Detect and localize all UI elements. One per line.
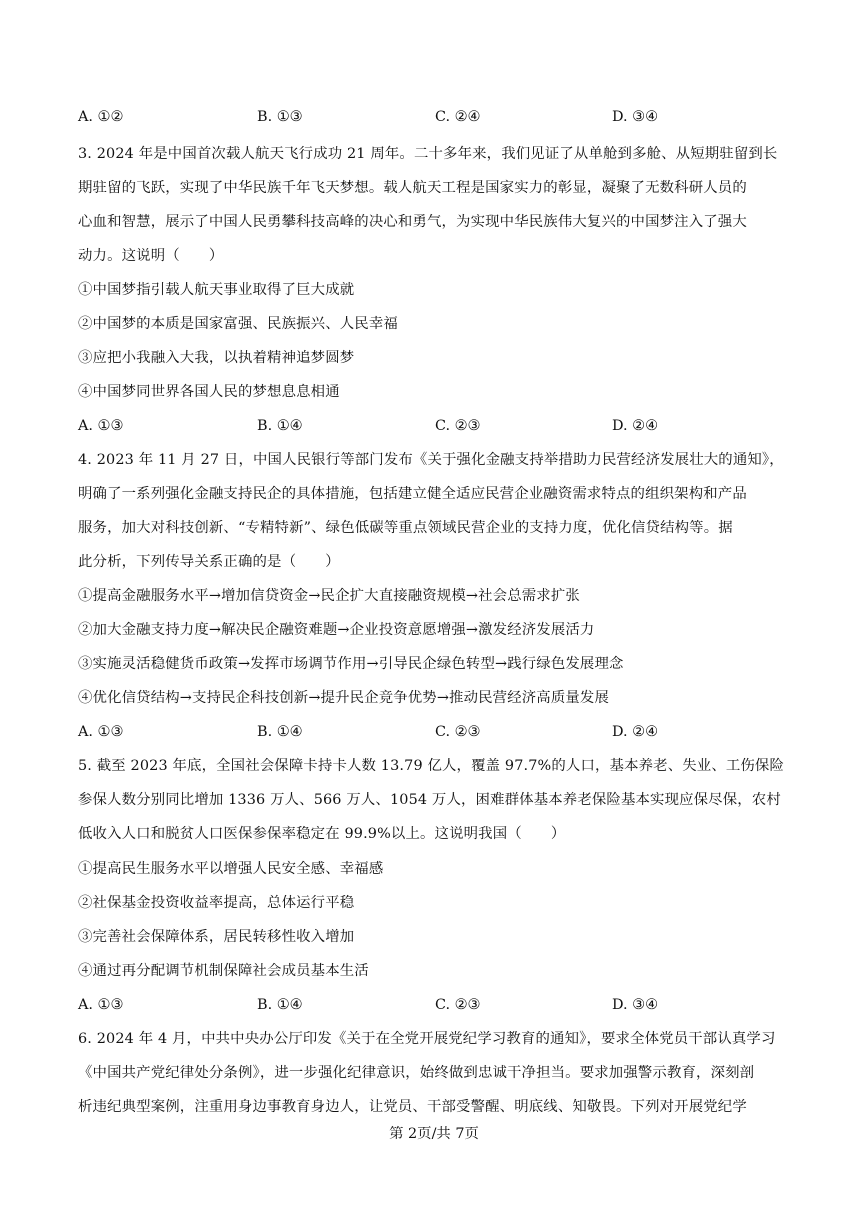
option-b: B. ①④: [257, 418, 303, 434]
option-c: C. ②③: [435, 997, 481, 1013]
option-a: A. ①③: [78, 997, 124, 1013]
q4-statement: ②加大金融支持力度→解决民企融资难题→企业投资意愿增强→激发经济发展活力: [78, 622, 595, 638]
q6-stem-line: 《中国共产党纪律处分条例》，进一步强化纪律意识，始终做到忠诚干净担当。要求加强警示教育，深刻剖: [78, 1065, 755, 1081]
q5-stem-line: 5. 截至 2023 年底，全国社会保障卡持卡人数 13.79 亿人，覆盖 97.7%的人口，基本养老、失业、工伤保险: [78, 758, 785, 774]
q4-statement: ④优化信贷结构→支持民企科技创新→提升民企竞争优势→推动民营经济高质量发展: [78, 690, 610, 706]
options-row-q4: [78, 722, 794, 742]
option-a: A. ①③: [78, 418, 124, 434]
q6-stem-line: 析违纪典型案例，注重用身边事教育身边人，让党员、干部受警醒、明底线、知敬畏。下列对开展党纪学: [78, 1099, 747, 1115]
q5-stem-line: 参保人数分别同比增加 1336 万人、566 万人、1054 万人，困难群体基本养老保险基本实现应保尽保，农村: [78, 792, 781, 808]
option-a: A. ①③: [78, 724, 124, 740]
q5-statement: ④通过再分配调节机制保障社会成员基本生活: [78, 963, 369, 979]
option-b: B. ①④: [257, 997, 303, 1013]
q3-stem-line: 动力。这说明（ ）: [78, 248, 224, 264]
q4-statement: ①提高金融服务水平→增加信贷资金→民企扩大直接融资规模→社会总需求扩张: [78, 588, 580, 604]
q4-stem-line: 4. 2023 年 11 月 27 日，中国人民银行等部门发布《关于强化金融支持举措助力民营经济发展壮大的通知》，: [78, 452, 784, 468]
q3-statement: ④中国梦同世界各国人民的梦想息息相通: [78, 384, 340, 400]
option-a: A. ①②: [78, 109, 124, 125]
option-d: D. ②④: [612, 724, 658, 740]
q3-statement: ②中国梦的本质是国家富强、民族振兴、人民幸福: [78, 316, 398, 332]
q3-stem-line: 心血和智慧，展示了中国人民勇攀科技高峰的决心和勇气，为实现中华民族伟大复兴的中国梦注入了强大: [78, 214, 747, 230]
q5-statement: ③完善社会保障体系，居民转移性收入增加: [78, 929, 355, 945]
option-c: C. ②③: [435, 418, 481, 434]
option-b: B. ①④: [257, 724, 303, 740]
page-number-footer: 第 2页/共 7页: [389, 1126, 479, 1142]
q4-stem-line: 明确了一系列强化金融支持民企的具体措施，包括建立健全适应民营企业融资需求特点的组织架构和产品: [78, 486, 747, 502]
q3-stem-line: 3. 2024 年是中国首次载人航天飞行成功 21 周年。二十多年来，我们见证了从单舱到多舱、从短期驻留到长: [78, 146, 778, 162]
option-d: D. ②④: [612, 418, 658, 434]
option-c: C. ②③: [435, 724, 481, 740]
options-row-q2: [78, 107, 794, 127]
options-row-q5: [78, 995, 794, 1015]
q4-stem-line: 服务，加大对科技创新、“专精特新”、绿色低碳等重点领域民营企业的支持力度，优化信贷结构等。据: [78, 520, 733, 536]
option-d: D. ③④: [612, 109, 658, 125]
q4-statement: ③实施灵活稳健货币政策→发挥市场调节作用→引导民企绿色转型→践行绿色发展理念: [78, 656, 624, 672]
q3-statement: ③应把小我融入大我，以执着精神追梦圆梦: [78, 350, 355, 366]
q5-statement: ②社保基金投资收益率提高，总体运行平稳: [78, 895, 355, 911]
q4-stem-line: 此分析，下列传导关系正确的是（ ）: [78, 554, 340, 570]
options-row-q3: [78, 416, 794, 436]
q3-statement: ①中国梦指引载人航天事业取得了巨大成就: [78, 282, 355, 298]
q5-statement: ①提高民生服务水平以增强人民安全感、幸福感: [78, 861, 384, 877]
option-d: D. ③④: [612, 997, 658, 1013]
q6-stem-line: 6. 2024 年 4 月，中共中央办公厅印发《关于在全党开展党纪学习教育的通知》，要求全体党员干部认真学习: [78, 1031, 776, 1047]
q5-stem-line: 低收入人口和脱贫人口医保参保率稳定在 99.9%以上。这说明我国（ ）: [78, 826, 566, 842]
q3-stem-line: 期驻留的飞跃，实现了中华民族千年飞天梦想。载人航天工程是国家实力的彰显，凝聚了无数科研人员的: [78, 180, 747, 196]
option-b: B. ①③: [257, 109, 303, 125]
option-c: C. ②④: [435, 109, 481, 125]
